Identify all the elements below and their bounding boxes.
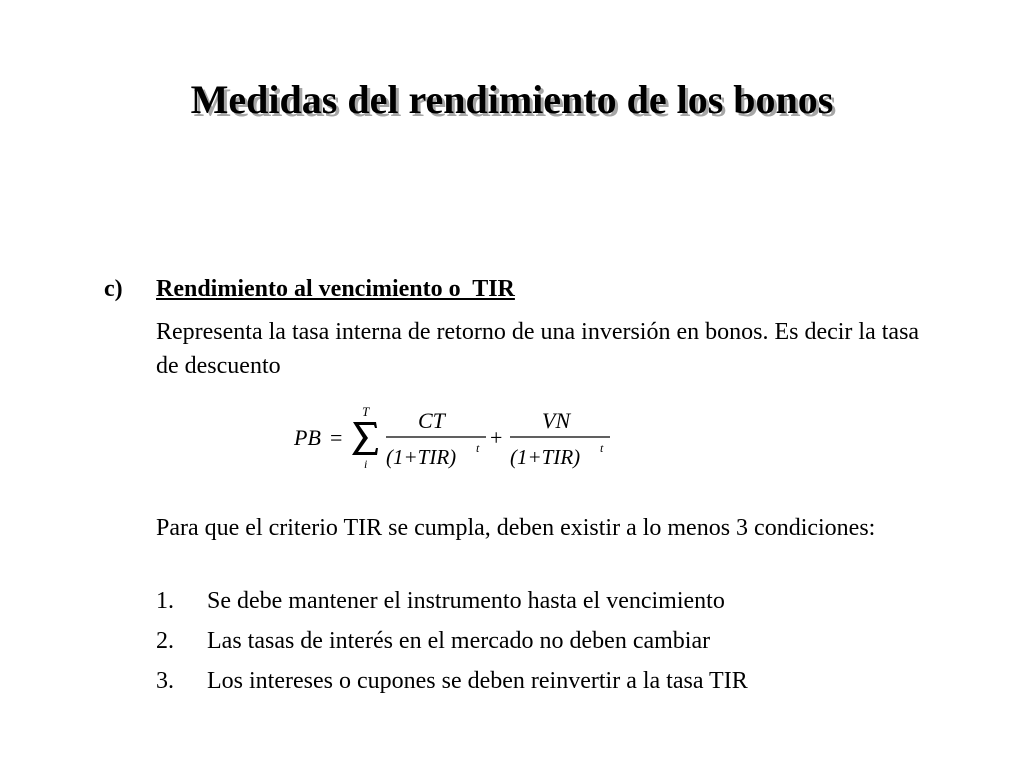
term1-denominator: (1+TIR) [386,445,457,469]
sum-lower-limit: i [364,457,368,471]
formula-equals: = [330,425,343,450]
section-description: Representa la tasa interna de retorno de una inversión en bonos. Es decir la tasa de descuento [156,319,920,379]
term1-exponent: t [476,441,480,455]
term1-numerator: CT [418,408,445,433]
term2-exponent: t [600,441,604,455]
formula-lhs: PB [294,425,321,450]
term2-numerator: VN [542,408,571,433]
list-item-number: 3. [156,668,174,694]
list-item-text: Las tasas de interés en el mercado no deben cambiar [207,628,711,654]
list-item-text: Los intereses o cupones se deben reinvertir a la tasa TIR [207,668,748,694]
list-item-number: 2. [156,628,174,654]
formula-plus: + [490,425,503,450]
list-item-text: Se debe mantener el instrumento hasta el vencimiento [207,588,725,614]
slide-title: Medidas del rendimiento de los bonos [190,77,834,122]
conditions-intro: Para que el criterio TIR se cumpla, deben existir a lo menos 3 condiciones: [156,515,876,541]
summation-icon [352,422,378,455]
term2-denominator: (1+TIR) [510,445,581,469]
list-item-number: 1. [156,588,174,614]
sum-upper-limit: T [362,404,370,419]
tir-formula [290,400,630,480]
section-heading: Rendimiento al vencimiento o TIR [156,276,515,302]
section-marker: c) [104,276,123,302]
